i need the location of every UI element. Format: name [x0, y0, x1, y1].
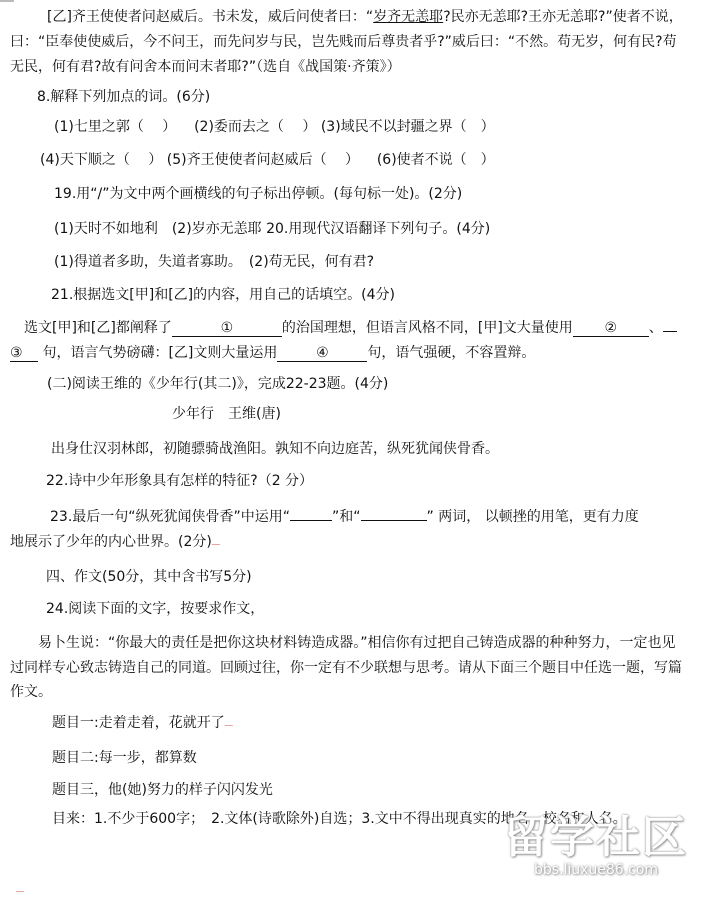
- watermark-url: bbs.liuxue86.com: [533, 862, 659, 878]
- page-edge-mark: [0, 0, 14, 2]
- text: 地展示了少年的内心世界。(2分): [10, 534, 212, 550]
- section-4-title: 四、作文(50分，其中含书写5分): [46, 569, 252, 585]
- q21-line-1: [24, 319, 677, 337]
- q8-item-2: (2)委而去之（ ）: [194, 119, 317, 135]
- passage-line-3: 无民，何有君?故有问舍本而问末者耶?”（选自《战国策·齐策》）: [10, 59, 401, 75]
- q24-title: 24.阅读下面的文字，按要求作文，: [46, 601, 265, 617]
- text: 句，语气强硬，不容置辩。: [367, 345, 536, 361]
- spellcheck-mark: ﹏: [16, 884, 24, 893]
- blank-1: ①: [172, 320, 282, 337]
- passage-line-1: [47, 8, 683, 26]
- text: 的治国理想，但语言风格不同，[甲]文大量使用: [281, 320, 573, 336]
- text: 题目一:走着走着，花就开了: [52, 715, 225, 731]
- q8-item-1: (1)七里之郭（ ）: [54, 119, 177, 135]
- watermark-name: 留学社区: [504, 812, 688, 863]
- blank-4: ④: [277, 345, 367, 362]
- requirements: 目来：1.不少于600字； 2.文体(诗歌除外)自选；3.文中不得出现真实的地名、校名和人名。: [52, 811, 627, 827]
- q8-item-5: (5)齐王使使者问赵威后（ ）: [166, 152, 360, 168]
- text: ” 两词， 以顿挫的用笔，更有力度: [426, 509, 639, 525]
- poem-title: 少年行 王维(唐): [172, 406, 281, 422]
- blank-3: ③: [10, 345, 38, 362]
- text: 、: [648, 320, 663, 336]
- q22-title: 22.诗中少年形象具有怎样的特征?（2 分）: [46, 473, 314, 489]
- q24-paragraph-line-2: 过同样专心致志铸造自己的同道。回顾过往，你一定有不少联想与思考。请从下面三个题目中任选一题，写篇: [10, 660, 682, 676]
- blank-word-2: [361, 520, 427, 521]
- q24-paragraph-line-3: 作文。: [10, 684, 52, 700]
- spellcheck-mark: ﹏: [224, 718, 233, 727]
- q8-item-3: (3)域民不以封疆之界（ ）: [320, 119, 495, 135]
- topic-2: 题目二:每一步，都算数: [52, 750, 197, 766]
- q19-title: 19.用“/”为文中两个画横线的句子标出停顿。(每句标一处)。(2分): [54, 186, 463, 202]
- q24-paragraph-line-1: 易卜生说：“你最大的责任是把你这块材料铸造成器。”相信你有过把自己铸造成器的种种努力，一定也见: [38, 635, 676, 651]
- topic-3: 题目三，他(她)努力的样子闪闪发光: [52, 782, 273, 798]
- q8-row-2: [40, 151, 495, 169]
- q20-items: (1)得道者多助，失道者寡助。 (2)苟无民，何有君?: [54, 254, 375, 270]
- spellcheck-mark: ﹏: [211, 537, 220, 546]
- q21-line-2: [10, 344, 535, 362]
- q23-line-1: [50, 508, 639, 526]
- text: 23.最后一句“纵死犹闻侠骨香”中运用“: [50, 509, 291, 525]
- blank-word-1: [290, 520, 332, 521]
- text: ”和“: [332, 509, 361, 525]
- q23-line-2: [10, 533, 220, 551]
- text: [乙]齐王使使者问赵威后。书未发，威后问使者曰：“: [47, 9, 374, 25]
- q19-items: (1)天时不如地利 (2)岁亦无恙耶 20.用现代汉语翻译下列句子。(4分): [54, 221, 491, 237]
- passage-line-2: 曰：“臣奉使使威后，今不问王，而先问岁与民，岂先贱而后尊贵者乎?”威后曰：“不然。苟无岁，何有民?苟: [10, 34, 677, 50]
- q8-item-4: (4)天下顺之（ ）: [40, 152, 163, 168]
- q8-item-6: (6)使者不说（ ）: [376, 152, 495, 168]
- text: 选文[甲]和[乙]都阐释了: [24, 320, 172, 336]
- topic-1: [52, 714, 233, 732]
- poem-text: 出身仕汉羽林郎，初随骠骑战渔阳。孰知不向边庭苦，纵死犹闻侠骨香。: [51, 441, 499, 457]
- q21-title: 21.根据选文[甲]和[乙]的内容，用自己的话填空。(4分): [51, 287, 395, 303]
- text: ?民亦无恙耶?王亦无恙耶?”使者不说，: [443, 9, 683, 25]
- text: 句，语言气势磅礴：[乙]文则大量运用: [42, 345, 278, 361]
- underlined-sentence: 岁齐无恙耶: [373, 9, 444, 25]
- section-2-title: (二)阅读王维的《少年行(其二)》，完成22-23题。(4分): [47, 376, 389, 392]
- blank-3-start: [663, 331, 677, 332]
- blank-2: ②: [573, 320, 649, 337]
- q8-title: 8.解释下列加点的词。(6分): [37, 89, 211, 105]
- watermark-logo: [504, 814, 688, 878]
- q8-row-1: [54, 118, 495, 136]
